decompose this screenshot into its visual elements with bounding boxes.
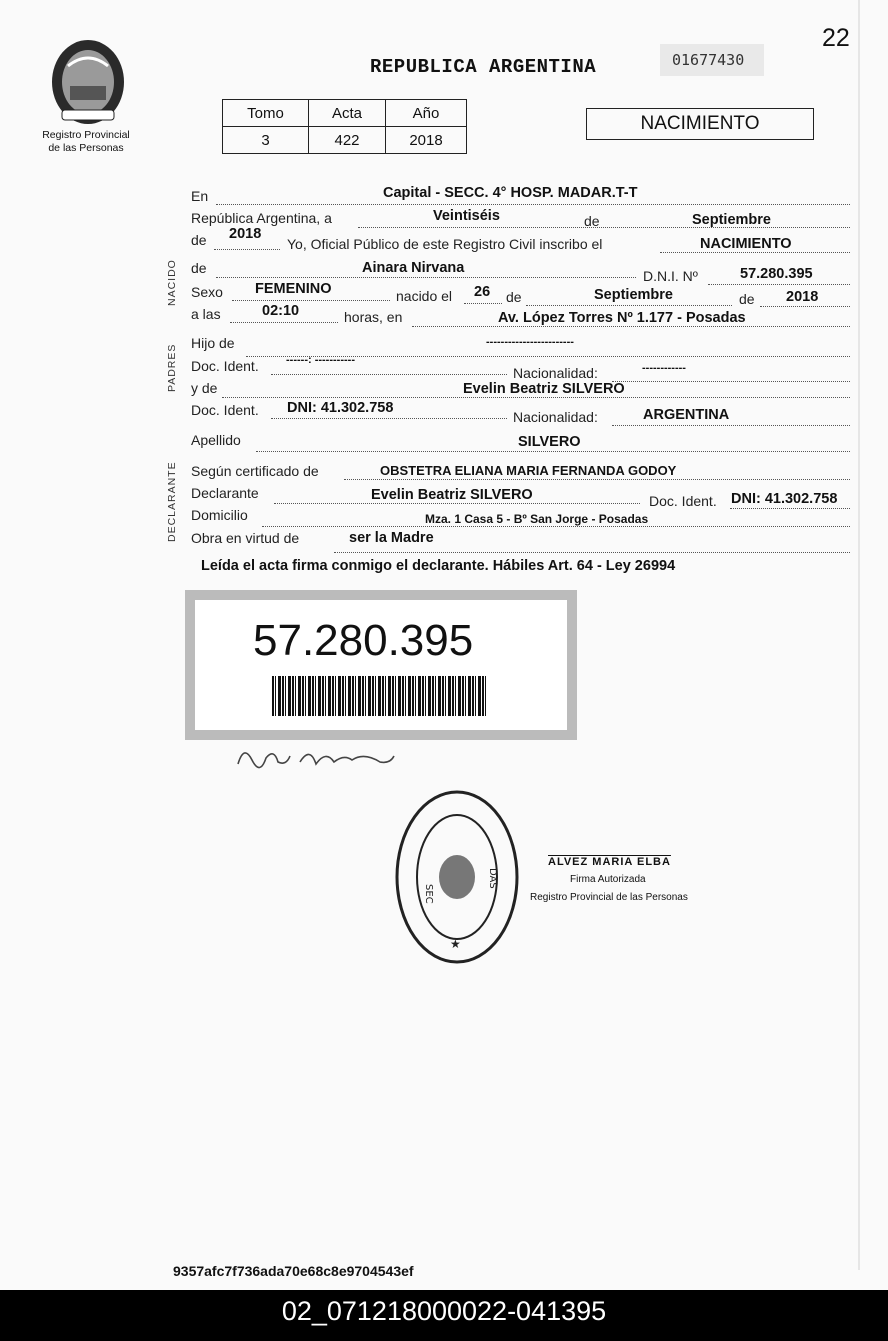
dotted-line [660, 252, 850, 253]
value-acta: 422 [309, 127, 386, 154]
label-doc-ident: Doc. Ident. [191, 358, 259, 374]
value-mes: Septiembre [692, 212, 771, 228]
dotted-line [334, 552, 850, 553]
label-apellido: Apellido [191, 432, 241, 448]
label-de-year: de [191, 232, 207, 248]
value-tipo: NACIMIENTO [700, 236, 792, 252]
value-declarante: Evelin Beatriz SILVERO [371, 487, 533, 503]
label-domicilio: Domicilio [191, 507, 248, 523]
footer-file-code: 02_071218000022-041395 [0, 1290, 888, 1341]
svg-text:★: ★ [450, 937, 461, 951]
serial-number: 01677430 [660, 44, 764, 76]
label-de2: de [506, 289, 522, 305]
value-padre: ------------------------ [486, 336, 574, 348]
authority-name: ALVEZ MARIA ELBA [548, 856, 671, 868]
page-edge [858, 0, 860, 1270]
dotted-line [730, 508, 850, 509]
svg-text:DAS: DAS [487, 868, 498, 889]
value-declarante-doc: DNI: 41.302.758 [731, 491, 838, 507]
value-nac-dia: 26 [474, 284, 491, 300]
side-label-padres: PADRES [166, 343, 178, 392]
label-a-las: a las [191, 306, 221, 322]
value-tomo: 3 [223, 127, 309, 154]
value-nombre: Ainara Nirvana [362, 260, 465, 276]
label-doc-ident2: Doc. Ident. [191, 402, 259, 418]
value-lugar: Capital - SECC. 4° HOSP. MADAR.T-T [383, 185, 638, 201]
dotted-line [612, 381, 850, 382]
label-nacionalidad: Nacionalidad: [513, 365, 598, 381]
value-nac-anio: 2018 [786, 289, 819, 305]
dotted-line [344, 479, 850, 480]
dotted-line [232, 300, 390, 301]
value-domicilio: Mza. 1 Casa 5 - Bº San Jorge - Posadas [425, 512, 649, 526]
dotted-line [358, 227, 850, 228]
label-oficial: Yo, Oficial Público de este Registro Civil inscribo el [287, 236, 603, 252]
book-reference-table [222, 99, 467, 154]
dotted-line [464, 303, 502, 304]
value-dia: Veintiséis [433, 208, 500, 224]
label-nacionalidad2: Nacionalidad: [513, 409, 598, 425]
dotted-line [526, 305, 732, 306]
dotted-line [216, 204, 850, 205]
header-anio: Año [386, 100, 467, 127]
label-dni: D.N.I. Nº [643, 268, 698, 284]
dni-sticker-number: 57.280.395 [253, 616, 474, 665]
dotted-line [262, 526, 850, 527]
svg-text:SEC: SEC [423, 884, 434, 904]
dotted-line [612, 425, 850, 426]
document-title: REPUBLICA ARGENTINA [370, 56, 597, 78]
dotted-line [760, 306, 850, 307]
label-y-de: y de [191, 380, 218, 396]
value-dni: 57.280.395 [740, 266, 813, 282]
label-republica: República Argentina, a [191, 210, 332, 226]
header-acta: Acta [309, 100, 386, 127]
value-anio: 2018 [229, 226, 262, 242]
document-hash: 9357afc7f736ada70e68c8e9704543ef [173, 1263, 414, 1279]
label-declarante: Declarante [191, 485, 259, 501]
authority-org: Registro Provincial de las Personas [530, 892, 688, 903]
closing-statement: Leída el acta firma conmigo el declarante. Hábiles Art. 64 - Ley 26994 [201, 558, 676, 574]
side-label-declarante: DECLARANTE [166, 461, 178, 542]
label-segun: Según certificado de [191, 463, 319, 479]
dotted-line [222, 397, 850, 398]
value-padre-doc: ------: ----------- [286, 354, 355, 366]
label-nacido-el: nacido el [396, 288, 453, 304]
value-hora: 02:10 [262, 303, 300, 319]
value-certificado: OBSTETRA ELIANA MARIA FERNANDA GODOY [380, 463, 677, 478]
label-doc-ident3: Doc. Ident. [649, 493, 717, 509]
dotted-line [271, 418, 507, 419]
dotted-line [271, 374, 507, 375]
value-nac-mes: Septiembre [594, 287, 673, 303]
value-lugar-nac: Av. López Torres Nº 1.177 - Posadas [498, 310, 746, 326]
dotted-line [214, 249, 280, 250]
dotted-line [256, 451, 850, 452]
act-type-box: NACIMIENTO [586, 108, 814, 140]
dotted-line [412, 326, 850, 327]
value-anio: 2018 [386, 127, 467, 154]
label-obra: Obra en virtud de [191, 530, 300, 546]
page-number: 22 [822, 24, 850, 52]
dotted-line [230, 322, 338, 323]
value-sexo: FEMENINO [255, 281, 332, 297]
label-hijo-de: Hijo de [191, 335, 235, 351]
value-apellido: SILVERO [518, 434, 581, 450]
label-de3: de [739, 291, 755, 307]
province-coat-of-arms-logo [48, 36, 128, 128]
authority-role: Firma Autorizada [570, 874, 646, 885]
value-padre-nac: ------------ [642, 362, 686, 374]
header-tomo: Tomo [223, 100, 309, 127]
label-horas-en: horas, en [344, 309, 403, 325]
label-sexo: Sexo [191, 284, 223, 300]
official-seal [392, 788, 522, 966]
label-de: de [584, 213, 600, 229]
side-label-nacido: NACIDO [166, 259, 178, 306]
label-en: En [191, 188, 209, 204]
label-de-name: de [191, 260, 207, 276]
declarant-signature [230, 740, 400, 776]
registry-caption: Registro Provincial de las Personas [42, 129, 130, 154]
dni-barcode [272, 676, 488, 716]
dotted-line [708, 284, 850, 285]
value-madre: Evelin Beatriz SILVERO [463, 381, 625, 397]
value-madre-nac: ARGENTINA [643, 407, 730, 423]
dotted-line [274, 503, 640, 504]
value-obra: ser la Madre [349, 530, 434, 546]
dotted-line [216, 277, 636, 278]
value-madre-doc: DNI: 41.302.758 [287, 400, 394, 416]
